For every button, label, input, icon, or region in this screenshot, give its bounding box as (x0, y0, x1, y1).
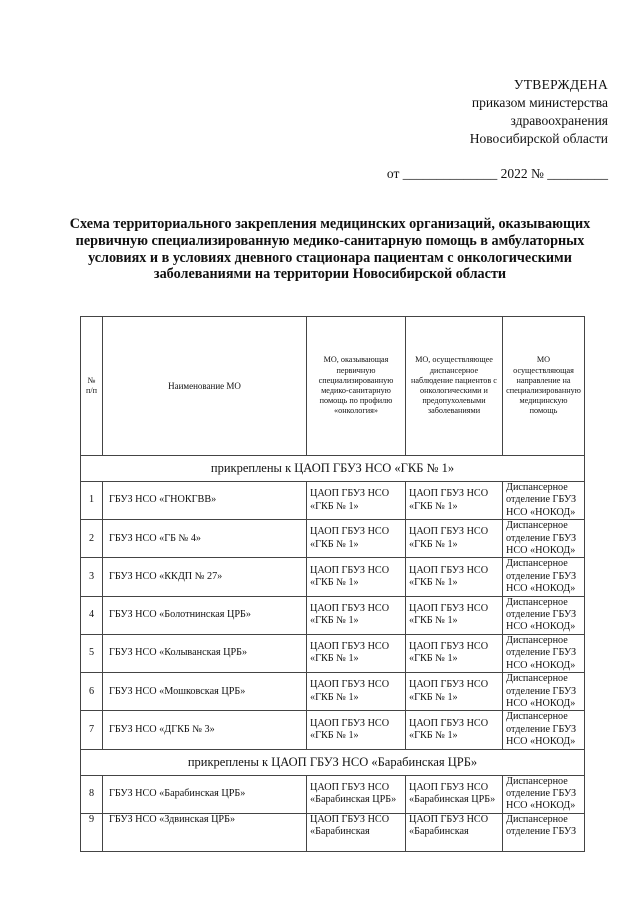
row-referral-mo (503, 482, 585, 520)
row-number (81, 634, 103, 672)
row-mo-name (103, 558, 307, 596)
row-mo-name (103, 711, 307, 749)
row-number-text: 8 (88, 787, 95, 799)
row-referral-mo (503, 520, 585, 558)
row-dispensary-mo (406, 711, 503, 749)
row-number (81, 558, 103, 596)
row-mo-name-text: ГБУЗ НСО «ДГКБ № 3» (109, 723, 215, 735)
row-referral-mo-text: Диспансерное отделение ГБУЗ НСО «НОКОД» (506, 673, 577, 709)
row-dispensary-mo-text: ЦАОП ГБУЗ НСО «ГКБ № 1» (409, 602, 489, 627)
row-mo-name-text: ГБУЗ НСО «Болотнинская ЦРБ» (109, 609, 251, 621)
row-dispensary-mo (406, 520, 503, 558)
table-header-row (81, 317, 585, 456)
group-label: прикреплены к ЦАОП ГБУЗ НСО «ГКБ № 1» (81, 456, 585, 482)
header-dispensary-mo: МО, осуществляющее диспансерное наблюдение пациентов с онкологическими и предопухолевыми заболеваниями (406, 317, 503, 456)
row-oncology-mo-text: ЦАОП ГБУЗ НСО «Барабинская (310, 813, 390, 838)
row-referral-mo-text: Диспансерное отделение ГБУЗ НСО «НОКОД» (506, 482, 577, 518)
row-number-text: 7 (88, 723, 95, 735)
row-referral-mo (503, 634, 585, 672)
table-row (81, 634, 585, 672)
row-number-text: 3 (88, 570, 95, 582)
row-referral-mo-text: Диспансерное отделение ГБУЗ НСО «НОКОД» (506, 596, 577, 633)
row-oncology-mo-text: ЦАОП ГБУЗ НСО «ГКБ № 1» (310, 679, 390, 703)
table-row (81, 520, 585, 558)
row-oncology-mo-text: ЦАОП ГБУЗ НСО «ГКБ № 1» (310, 488, 390, 512)
table-row (81, 673, 585, 711)
assignment-table-body (81, 317, 585, 852)
row-mo-name (103, 634, 307, 672)
row-referral-mo-text: Диспансерное отделение ГБУЗ НСО «НОКОД» (506, 558, 577, 595)
row-oncology-mo (307, 634, 406, 672)
row-number (81, 673, 103, 711)
approval-line-2: здравоохранения (510, 113, 608, 128)
group-label: прикреплены к ЦАОП ГБУЗ НСО «Барабинская ЦРБ» (81, 749, 585, 775)
row-referral-mo-text: Диспансерное отделение ГБУЗ НСО «НОКОД» (506, 775, 577, 812)
row-oncology-mo (307, 775, 406, 813)
table-row (81, 775, 585, 813)
row-number-text: 6 (88, 685, 95, 697)
row-oncology-mo (307, 813, 406, 851)
group-row (81, 456, 585, 482)
approval-title: УТВЕРЖДЕНА (513, 77, 608, 92)
row-mo-name-text: ГБУЗ НСО «Здвинская ЦРБ» (109, 813, 236, 825)
table-row (81, 596, 585, 634)
row-oncology-mo-text: ЦАОП ГБУЗ НСО «ГКБ № 1» (310, 564, 390, 589)
group-row (81, 749, 585, 775)
row-referral-mo (503, 596, 585, 634)
row-oncology-mo (307, 596, 406, 634)
row-referral-mo (503, 775, 585, 813)
row-oncology-mo-text: ЦАОП ГБУЗ НСО «ГКБ № 1» (310, 526, 390, 550)
row-dispensary-mo-text: ЦАОП ГБУЗ НСО «ГКБ № 1» (409, 679, 489, 703)
row-mo-name (103, 813, 307, 851)
row-mo-name-text: ГБУЗ НСО «ГБ № 4» (109, 532, 202, 544)
table-row (81, 558, 585, 596)
row-dispensary-mo-text: ЦАОП ГБУЗ НСО «ГКБ № 1» (409, 526, 489, 550)
row-mo-name (103, 775, 307, 813)
row-dispensary-mo (406, 775, 503, 813)
row-mo-name-text: ГБУЗ НСО «Колыванская ЦРБ» (109, 647, 248, 659)
row-mo-name-text: ГБУЗ НСО «Мошковская ЦРБ» (109, 685, 246, 697)
approval-line-1: приказом министерства (471, 95, 608, 110)
row-dispensary-mo-text: ЦАОП ГБУЗ НСО «Барабинская (409, 813, 489, 838)
row-dispensary-mo-text: ЦАОП ГБУЗ НСО «ГКБ № 1» (409, 641, 489, 665)
row-referral-mo-text: Диспансерное отделение ГБУЗ НСО «НОКОД» (506, 520, 577, 557)
row-number (81, 596, 103, 634)
row-number (81, 520, 103, 558)
table-row (81, 482, 585, 520)
row-oncology-mo (307, 673, 406, 711)
row-oncology-mo-text: ЦАОП ГБУЗ НСО «ГКБ № 1» (310, 717, 390, 741)
row-number-text: 9 (88, 813, 95, 825)
row-oncology-mo (307, 482, 406, 520)
row-oncology-mo-text: ЦАОП ГБУЗ НСО «ГКБ № 1» (310, 641, 390, 665)
row-dispensary-mo (406, 634, 503, 672)
order-date-number-line: от ______________ 2022 № _________ (386, 166, 608, 181)
row-dispensary-mo-text: ЦАОП ГБУЗ НСО «Барабинская ЦРБ» (409, 781, 496, 806)
row-mo-name (103, 673, 307, 711)
row-oncology-mo (307, 520, 406, 558)
row-referral-mo-text: Диспансерное отделение ГБУЗ (506, 813, 577, 838)
row-number-text: 5 (88, 647, 95, 659)
row-dispensary-mo-text: ЦАОП ГБУЗ НСО «ГКБ № 1» (409, 488, 489, 512)
document-title: Схема территориального закрепления медицинских организаций, оказывающих первичную специализированную медико-санитарную помощь в амбулаторных условиях и в условиях дневного стационара пациентам с онкологическими заболеваниями на территории Новосибирской области (69, 216, 591, 283)
table-row (81, 813, 585, 851)
assignment-table (80, 316, 585, 852)
row-mo-name (103, 520, 307, 558)
row-oncology-mo (307, 558, 406, 596)
row-mo-name (103, 596, 307, 634)
row-mo-name (103, 482, 307, 520)
row-mo-name-text: ГБУЗ НСО «ГНОКГВВ» (109, 494, 217, 506)
row-number (81, 775, 103, 813)
row-mo-name-text: ГБУЗ НСО «ККДП № 27» (109, 570, 223, 582)
row-referral-mo-text: Диспансерное отделение ГБУЗ НСО «НОКОД» (506, 711, 577, 748)
row-number-text: 1 (88, 494, 95, 506)
approval-block (470, 76, 608, 148)
approval-line-3: Новосибирской области (469, 131, 608, 146)
header-number: № п/п (81, 317, 103, 456)
row-dispensary-mo (406, 558, 503, 596)
row-oncology-mo-text: ЦАОП ГБУЗ НСО «ГКБ № 1» (310, 602, 390, 627)
row-dispensary-mo (406, 813, 503, 851)
row-referral-mo (503, 558, 585, 596)
row-oncology-mo (307, 711, 406, 749)
header-mo-name: Наименование МО (103, 317, 307, 456)
row-referral-mo (503, 813, 585, 851)
row-dispensary-mo (406, 673, 503, 711)
row-number (81, 711, 103, 749)
row-referral-mo (503, 711, 585, 749)
row-referral-mo-text: Диспансерное отделение ГБУЗ НСО «НОКОД» (506, 634, 577, 671)
row-mo-name-text: ГБУЗ НСО «Барабинская ЦРБ» (109, 787, 246, 799)
row-dispensary-mo-text: ЦАОП ГБУЗ НСО «ГКБ № 1» (409, 717, 489, 741)
row-dispensary-mo (406, 482, 503, 520)
row-oncology-mo-text: ЦАОП ГБУЗ НСО «Барабинская ЦРБ» (310, 781, 397, 806)
row-referral-mo (503, 673, 585, 711)
header-oncology-mo: МО, оказывающая первичную специализированную медико-санитарную помощь по профилю «онкология» (307, 317, 406, 456)
row-number (81, 813, 103, 851)
header-referral-mo: МО осуществляющая направление на специализированную медицинскую помощь (503, 317, 585, 456)
row-number-text: 4 (88, 609, 95, 621)
row-dispensary-mo (406, 596, 503, 634)
row-number (81, 482, 103, 520)
row-number-text: 2 (88, 532, 95, 544)
table-row (81, 711, 585, 749)
row-dispensary-mo-text: ЦАОП ГБУЗ НСО «ГКБ № 1» (409, 564, 489, 589)
